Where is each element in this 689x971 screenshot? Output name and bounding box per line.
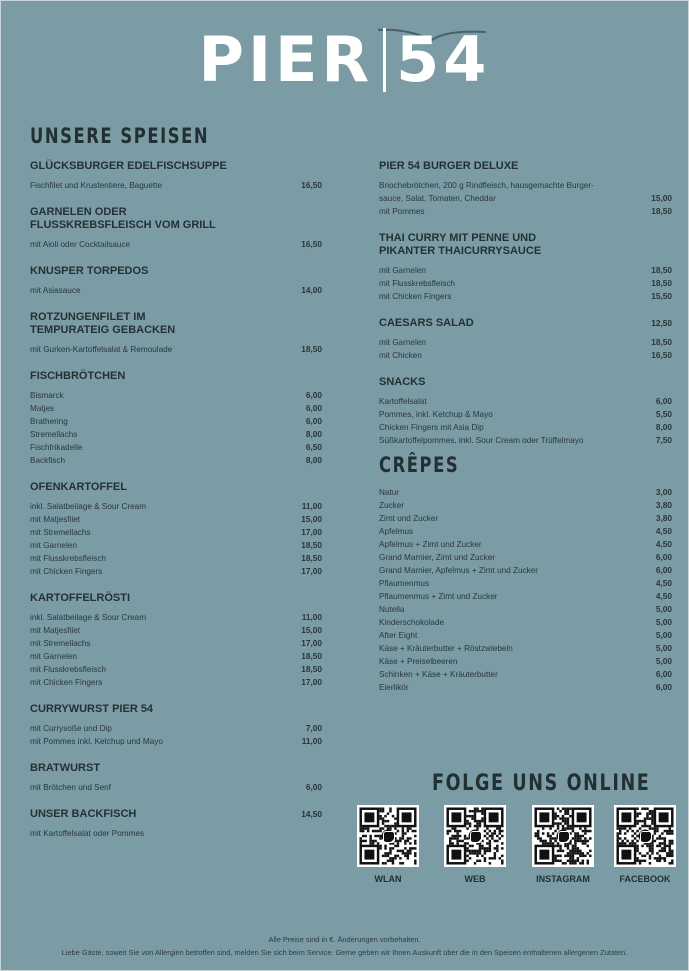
- menu-item-row: [379, 277, 672, 290]
- logo-divider: [383, 28, 386, 92]
- menu-item-option: mit Asiasauce: [30, 286, 81, 295]
- section-title-unsere-speisen: UNSERE SPEISEN: [30, 124, 210, 148]
- menu-item-title: [30, 160, 322, 173]
- menu-item-row: [30, 343, 322, 356]
- crepe-row: [379, 512, 672, 525]
- menu-item-row: [379, 421, 672, 434]
- menu-item-option: mit Pommes inkl. Ketchup und Mayo: [30, 737, 163, 746]
- crepe-row: [379, 499, 672, 512]
- menu-item-price: 17,00: [301, 527, 322, 537]
- menu-item-row: [30, 179, 322, 192]
- menu-item-row: [30, 441, 322, 454]
- footer-price-note: Alle Preise sind in €. Änderungen vorbehalten.: [268, 935, 421, 944]
- crepe-row: [379, 564, 672, 577]
- menu-item-price: 15,50: [651, 291, 672, 301]
- crepe-option: Zucker: [379, 501, 405, 510]
- crepe-price: 5,00: [655, 604, 672, 614]
- menu-item-option: Stremellachs: [30, 430, 78, 439]
- menu-item-price: 18,50: [651, 265, 672, 275]
- menu-item-title-line: PIER 54 BURGER DELUXE: [379, 160, 519, 172]
- menu-item-price: 8,00: [655, 422, 672, 432]
- menu-item-row: [30, 402, 322, 415]
- menu-item-option: Matjes: [30, 404, 55, 413]
- menu-item-title-text: [379, 317, 474, 330]
- menu-item-option: Süßkartoffelpommes, inkl. Sour Cream oder Trüffelmayo: [379, 436, 584, 445]
- qr-label: INSTAGRAM: [536, 874, 590, 884]
- menu-item-price: 6,00: [305, 403, 322, 413]
- menu-item-title-line: CAESARS SALAD: [379, 317, 474, 329]
- menu-item: [379, 317, 672, 362]
- menu-item-title-text: [30, 592, 322, 605]
- menu-item-price: 16,50: [301, 239, 322, 249]
- menu-item: [30, 481, 322, 578]
- crepe-option: Grand Marnier, Apfelmus + Zimt und Zucker: [379, 566, 539, 575]
- menu-item-title: [30, 703, 322, 716]
- menu-item-title-line: PIKANTER THAICURRYSAUCE: [379, 245, 542, 257]
- menu-item-title-text: [379, 376, 672, 389]
- crepes-list: [379, 486, 672, 694]
- menu-item-price: 15,00: [301, 625, 322, 635]
- crepe-row: [379, 577, 672, 590]
- menu-item-title: [30, 481, 322, 494]
- menu-item-title-text: [30, 206, 322, 232]
- crepe-price: 3,80: [655, 513, 672, 523]
- menu-item-title: [379, 317, 672, 330]
- menu-item-row: [30, 611, 322, 624]
- menu-item-option: mit Chicken Fingers: [30, 567, 103, 576]
- menu-item-title-text: [30, 311, 322, 337]
- menu-item-option: mit Stremellachs: [30, 528, 91, 537]
- crepe-row: [379, 655, 672, 668]
- crepe-price: 4,50: [655, 526, 672, 536]
- menu-item: [30, 370, 322, 467]
- menu-item-option: Brathering: [30, 417, 68, 426]
- logo-text-right: 54: [396, 23, 491, 96]
- menu-item-title: [30, 592, 322, 605]
- menu-item-row: [30, 415, 322, 428]
- menu-item-option: mit Chicken Fingers: [379, 292, 452, 301]
- social-qr-facebook[interactable]: [614, 805, 676, 884]
- crepe-price: 5,00: [655, 643, 672, 653]
- menu-item-option: Kartoffelsalat: [379, 397, 427, 406]
- menu-item-option: Pommes, inkl. Ketchup & Mayo: [379, 410, 493, 419]
- crepe-row: [379, 681, 672, 694]
- menu-item-title-line: UNSER BACKFISCH: [30, 808, 137, 820]
- crepe-row: [379, 642, 672, 655]
- menu-item-row: [30, 428, 322, 441]
- menu-item-row: [379, 408, 672, 421]
- menu-item-option: mit Aioli oder Cocktailsauce: [30, 240, 131, 249]
- menu-item-title-line: KARTOFFELRÖSTI: [30, 592, 131, 604]
- menu-item-row: [30, 552, 322, 565]
- menu-item: [379, 160, 672, 218]
- menu-item-price: 15,00: [301, 514, 322, 524]
- menu-item-title-text: [30, 370, 322, 383]
- menu-item-price: 16,50: [301, 180, 322, 190]
- menu-item-option: mit Pommes: [379, 207, 425, 216]
- menu-item-price: 17,00: [301, 677, 322, 687]
- menu-item-price: 11,00: [301, 612, 322, 622]
- crepe-option: Natur: [379, 488, 400, 497]
- menu-item-row: [30, 663, 322, 676]
- menu-item: [379, 232, 672, 303]
- qr-label: WLAN: [374, 874, 402, 884]
- menu-item: [30, 762, 322, 794]
- menu-item-price: 6,00: [305, 782, 322, 792]
- menu-item-price: 14,00: [301, 285, 322, 295]
- menu-item-price: 6,00: [655, 396, 672, 406]
- menu-item-title-text: [30, 481, 322, 494]
- menu-item-row: [30, 735, 322, 748]
- menu-item-title-line: SNACKS: [379, 376, 426, 388]
- crepe-row: [379, 668, 672, 681]
- menu-item-row: [30, 781, 322, 794]
- menu-item-title: [379, 160, 672, 173]
- menu-item-price: 16,50: [651, 350, 672, 360]
- globe-icon: [470, 831, 482, 843]
- menu-item-option: mit Flusskrebsfleisch: [379, 279, 455, 288]
- crepe-row: [379, 629, 672, 642]
- menu-item-option: mit Stremellachs: [30, 639, 91, 648]
- menu-item-row: [30, 565, 322, 578]
- menu-item-price: 17,00: [301, 638, 322, 648]
- menu-item-row: [379, 434, 672, 447]
- menu-item-price: 18,50: [301, 344, 322, 354]
- menu-item-row: [30, 637, 322, 650]
- menu-item-title-line: GARNELEN ODER: [30, 206, 127, 218]
- crepe-option: Käse + Kräuterbutter + Röstzwiebeln: [379, 644, 513, 653]
- instagram-icon: [558, 831, 570, 843]
- qr-code[interactable]: [532, 805, 594, 867]
- menu-item-title-line: TEMPURATEIG GEBACKEN: [30, 324, 176, 336]
- menu-item-row: [30, 238, 322, 251]
- menu-item-row: [379, 290, 672, 303]
- menu-item-price: 11,00: [301, 736, 322, 746]
- menu-item-option: mit Garnelen: [30, 652, 77, 661]
- menu-column-right: [379, 160, 672, 461]
- menu-item: [30, 703, 322, 748]
- crepe-option: Schinken + Käse + Kräuterbutter: [379, 670, 498, 679]
- crepe-price: 5,00: [655, 617, 672, 627]
- menu-item-row: [30, 500, 322, 513]
- menu-item-option: mit Currysoße und Dip: [30, 724, 112, 733]
- crepe-row: [379, 525, 672, 538]
- wifi-icon: [383, 831, 395, 843]
- menu-item-price: 18,50: [651, 206, 672, 216]
- menu-item-price: 14,50: [301, 809, 322, 819]
- crepe-price: 5,00: [655, 656, 672, 666]
- menu-item-title-text: [30, 265, 322, 278]
- crepe-option: Zimt und Zucker: [379, 514, 439, 523]
- menu-item-price: 18,50: [651, 278, 672, 288]
- menu-item-option: mit Brötchen und Senf: [30, 783, 112, 792]
- crepe-row: [379, 603, 672, 616]
- menu-item-price: 17,00: [301, 566, 322, 576]
- menu-item-title-line: KNUSPER TORPEDOS: [30, 265, 149, 277]
- footer-allergy-note: Liebe Gäste, soweit Sie von Allergien betroffen sind, melden Sie sich beim Service. Gerne geben wir Ihnen Auskunft über die in den Speisen enthaltenen allergenen Zutaten.: [61, 948, 628, 957]
- menu-item-price: 6,00: [305, 390, 322, 400]
- menu-item-option: mit Flusskrebsfleisch: [30, 554, 106, 563]
- menu-item-title-line: FISCHBRÖTCHEN: [30, 370, 126, 382]
- menu-item-price: 8,00: [305, 429, 322, 439]
- menu-item-option: Fischfrikadelle: [30, 443, 83, 452]
- menu-item-option: sauce, Salat, Tomaten, Cheddar: [379, 194, 496, 203]
- menu-item: [379, 376, 672, 447]
- menu-item-price: 18,50: [301, 664, 322, 674]
- crepe-option: Kinderschokolade: [379, 618, 445, 627]
- menu-item-price: 18,50: [651, 337, 672, 347]
- crepe-price: 3,80: [655, 500, 672, 510]
- menu-item-row: [30, 539, 322, 552]
- menu-item-row: [30, 284, 322, 297]
- menu-item-row: [30, 513, 322, 526]
- menu-item-title: [30, 808, 322, 821]
- qr-code[interactable]: [357, 805, 419, 867]
- crepe-option: After Eight: [379, 631, 418, 640]
- menu-item-option: mit Chicken: [379, 351, 422, 360]
- crepe-option: Apfelmus: [379, 527, 414, 536]
- menu-item-option: mit Garnelen: [379, 338, 426, 347]
- qr-code[interactable]: [614, 805, 676, 867]
- menu-item-price: 18,50: [301, 553, 322, 563]
- qr-label: WEB: [464, 874, 486, 884]
- menu-item-price: 18,50: [301, 540, 322, 550]
- menu-item-row: [379, 395, 672, 408]
- crepe-option: Grand Marnier, Zimt und Zucker: [379, 553, 496, 562]
- crepe-price: 6,00: [655, 552, 672, 562]
- menu-item-row: [379, 336, 672, 349]
- crepe-price: 6,00: [655, 682, 672, 692]
- menu-item-price: 15,00: [651, 193, 672, 203]
- menu-item-row: [30, 676, 322, 689]
- crepe-price: 5,00: [655, 630, 672, 640]
- menu-column-left: [30, 160, 322, 854]
- menu-item: [30, 265, 322, 297]
- menu-item-price: 5,50: [655, 409, 672, 419]
- menu-item: [30, 311, 322, 356]
- crepe-option: Eierlikör: [379, 683, 409, 692]
- menu-item-option: mit Garnelen: [30, 541, 77, 550]
- menu-item-title-text: [379, 160, 672, 173]
- menu-item-price: 6,00: [305, 416, 322, 426]
- crepe-price: 4,50: [655, 539, 672, 549]
- menu-item-title: [30, 265, 322, 278]
- menu-item-option: mit Matjesfilet: [30, 515, 81, 524]
- menu-item-row: [30, 650, 322, 663]
- menu-item-option: Fischfilet und Krustentiere, Baguette: [30, 181, 162, 190]
- menu-item-price: 7,50: [655, 435, 672, 445]
- menu-item-price: 18,50: [301, 651, 322, 661]
- menu-item-option: mit Flusskrebsfleisch: [30, 665, 106, 674]
- menu-item-row: [30, 722, 322, 735]
- menu-item-title-text: [30, 160, 322, 173]
- menu-item-row: [379, 192, 672, 205]
- menu-item-title-line: FLUSSKREBSFLEISCH VOM GRILL: [30, 219, 216, 231]
- menu-item-title-text: [30, 703, 322, 716]
- menu-item-price: 12,50: [651, 318, 672, 328]
- menu-item-price: 11,00: [301, 501, 322, 511]
- menu-item-row: [30, 526, 322, 539]
- menu-item-title: [30, 370, 322, 383]
- menu-item-price: 6,50: [305, 442, 322, 452]
- menu-item-title-line: CURRYWURST PIER 54: [30, 703, 154, 715]
- menu-item-title: [30, 762, 322, 775]
- menu-item-price: 8,00: [305, 455, 322, 465]
- menu-item-option: inkl. Salatbeilage & Sour Cream: [30, 613, 147, 622]
- menu-item: [30, 206, 322, 251]
- logo: [0, 23, 689, 96]
- crepe-option: Pflaumenmus + Zimt und Zucker: [379, 592, 498, 601]
- logo-text-left: PIER: [198, 23, 374, 96]
- menu-item-description: Briochebrötchen, 200 g Rindfleisch, hausgemachte Burger-: [379, 181, 594, 190]
- menu-item-option: mit Gurken-Kartoffelsalat & Remoulade: [30, 345, 173, 354]
- menu-item-price: 7,00: [305, 723, 322, 733]
- menu-item-row: [30, 827, 322, 840]
- menu-item-title: [379, 232, 672, 258]
- menu-item-title-line: OFENKARTOFFEL: [30, 481, 127, 493]
- crepe-row: [379, 551, 672, 564]
- social-qr-wlan[interactable]: [357, 805, 419, 884]
- section-title-crepes: CRÊPES: [379, 453, 460, 477]
- menu-item-title-line: THAI CURRY MIT PENNE UND: [379, 232, 537, 244]
- menu-item-option: mit Chicken Fingers: [30, 678, 103, 687]
- menu-item-title-line: GLÜCKSBURGER EDELFISCHSUPPE: [30, 160, 227, 172]
- menu-item: [30, 592, 322, 689]
- crepe-price: 4,50: [655, 578, 672, 588]
- menu-item-row: [30, 624, 322, 637]
- menu-item: [30, 160, 322, 192]
- menu-item-option: inkl. Salatbeilage & Sour Cream: [30, 502, 147, 511]
- menu-item-option: mit Garnelen: [379, 266, 426, 275]
- menu-item-option: Chicken Fingers mit Asia Dip: [379, 423, 484, 432]
- social-qr-instagram[interactable]: [532, 805, 594, 884]
- menu-item-row: [379, 205, 672, 218]
- menu-item-title-line: ROTZUNGENFILET IM: [30, 311, 146, 323]
- menu-item-row: [379, 264, 672, 277]
- crepe-option: Nutella: [379, 605, 405, 614]
- menu-item-option: Bismarck: [30, 391, 64, 400]
- social-title: FOLGE UNS ONLINE: [432, 771, 651, 796]
- qr-label: FACEBOOK: [619, 874, 671, 884]
- menu-item: [30, 808, 322, 840]
- menu-item-title: [30, 311, 322, 337]
- menu-item-row: [379, 349, 672, 362]
- menu-item-title-line: BRATWURST: [30, 762, 101, 774]
- menu-item-option: mit Kartoffelsalat oder Pommes: [30, 829, 145, 838]
- crepe-option: Apfelmus + Zimt und Zucker: [379, 540, 482, 549]
- menu-item-row: [30, 389, 322, 402]
- menu-item-title: [30, 206, 322, 232]
- crepe-row: [379, 538, 672, 551]
- menu-item-option: mit Matjesfilet: [30, 626, 81, 635]
- menu-item-row: [30, 454, 322, 467]
- crepe-price: 6,00: [655, 565, 672, 575]
- crepe-option: Käse + Preiselbeeren: [379, 657, 458, 666]
- facebook-icon: [640, 831, 652, 843]
- menu-item-option: Backfisch: [30, 456, 66, 465]
- crepe-option: Pflaumenmus: [379, 579, 430, 588]
- crepe-price: 4,50: [655, 591, 672, 601]
- menu-item-title: [379, 376, 672, 389]
- qr-code[interactable]: [444, 805, 506, 867]
- menu-item-title-text: [30, 762, 322, 775]
- crepe-row: [379, 486, 672, 499]
- social-qr-web[interactable]: [444, 805, 506, 884]
- menu-item-title-text: [379, 232, 672, 258]
- crepe-price: 3,00: [655, 487, 672, 497]
- menu-item-title-text: [30, 808, 136, 821]
- crepe-row: [379, 590, 672, 603]
- crepe-row: [379, 616, 672, 629]
- crepe-price: 6,00: [655, 669, 672, 679]
